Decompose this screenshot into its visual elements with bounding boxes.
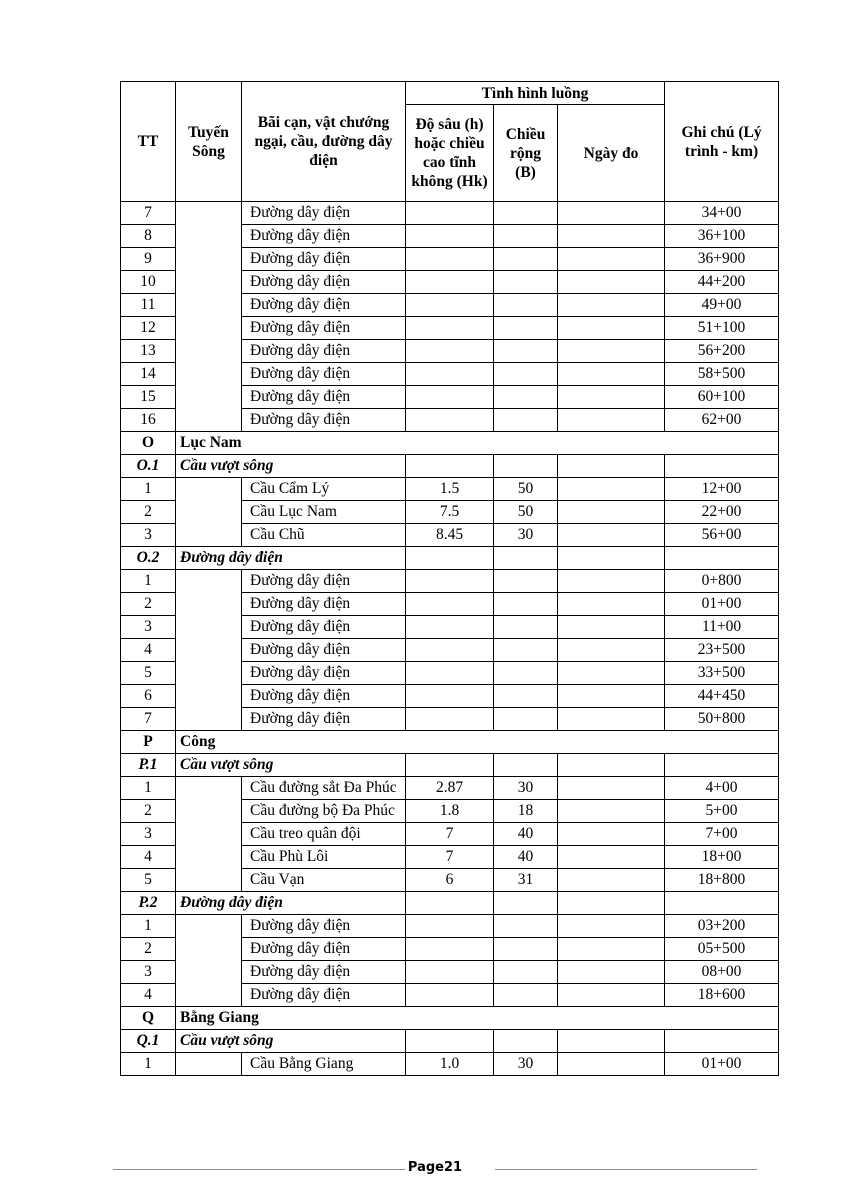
table-row	[121, 202, 779, 225]
width-value	[494, 248, 558, 271]
depth-value	[406, 317, 494, 340]
obstacle-name: Cầu Vạn	[242, 869, 406, 892]
width-value: 50	[494, 478, 558, 501]
survey-date	[558, 823, 665, 846]
survey-date	[558, 340, 665, 363]
depth-value: 1.8	[406, 800, 494, 823]
obstacle-name: Đường dây điện	[242, 915, 406, 938]
section-row	[121, 1007, 779, 1030]
obstacle-name: Đường dây điện	[242, 202, 406, 225]
width-value	[494, 616, 558, 639]
chainage-km: 03+200	[665, 915, 779, 938]
width-value: 30	[494, 777, 558, 800]
empty-width-cell	[494, 1030, 558, 1053]
row-tt: 8	[121, 225, 176, 248]
river-cell	[176, 1053, 242, 1076]
empty-note-cell	[665, 892, 779, 915]
depth-value	[406, 386, 494, 409]
width-value	[494, 386, 558, 409]
obstacle-name: Cầu treo quân đội	[242, 823, 406, 846]
survey-date	[558, 317, 665, 340]
chainage-km: 44+200	[665, 271, 779, 294]
survey-date	[558, 777, 665, 800]
survey-date	[558, 294, 665, 317]
width-value	[494, 961, 558, 984]
obstacle-name: Cầu đường bộ Đa Phúc	[242, 800, 406, 823]
survey-date	[558, 501, 665, 524]
row-tt: 3	[121, 961, 176, 984]
row-tt: 2	[121, 593, 176, 616]
width-value	[494, 271, 558, 294]
chainage-km: 36+100	[665, 225, 779, 248]
subsection-row	[121, 455, 779, 478]
subsection-name: Cầu vượt sông	[176, 455, 406, 478]
page-footer	[113, 1160, 757, 1180]
obstacle-name: Đường dây điện	[242, 708, 406, 731]
table-row	[121, 1053, 779, 1076]
empty-width-cell	[494, 892, 558, 915]
depth-value	[406, 294, 494, 317]
section-row	[121, 731, 779, 754]
chainage-km: 60+100	[665, 386, 779, 409]
empty-width-cell	[494, 754, 558, 777]
chainage-km: 18+00	[665, 846, 779, 869]
obstacle-name: Đường dây điện	[242, 363, 406, 386]
row-tt: 7	[121, 708, 176, 731]
depth-value: 1.5	[406, 478, 494, 501]
survey-date	[558, 708, 665, 731]
chainage-km: 01+00	[665, 1053, 779, 1076]
survey-date	[558, 984, 665, 1007]
chainage-km: 18+600	[665, 984, 779, 1007]
header-channel-status: Tình hình luồng	[406, 82, 665, 105]
section-name: Lục Nam	[176, 432, 779, 455]
depth-value	[406, 685, 494, 708]
width-value: 30	[494, 1053, 558, 1076]
width-value	[494, 202, 558, 225]
header-width: Chiều rộng (B)	[494, 105, 558, 202]
row-tt: P.1	[121, 754, 176, 777]
row-tt: 14	[121, 363, 176, 386]
survey-date	[558, 685, 665, 708]
row-tt: 6	[121, 685, 176, 708]
obstacle-name: Cầu Chũ	[242, 524, 406, 547]
row-tt: 16	[121, 409, 176, 432]
empty-date-cell	[558, 754, 665, 777]
chainage-km: 44+450	[665, 685, 779, 708]
survey-date	[558, 570, 665, 593]
chainage-km: 62+00	[665, 409, 779, 432]
depth-value	[406, 363, 494, 386]
row-tt: 7	[121, 202, 176, 225]
depth-value	[406, 961, 494, 984]
chainage-km: 12+00	[665, 478, 779, 501]
obstacle-name: Đường dây điện	[242, 639, 406, 662]
depth-value	[406, 340, 494, 363]
obstacle-name: Đường dây điện	[242, 225, 406, 248]
obstacle-name: Cầu Phù Lôi	[242, 846, 406, 869]
subsection-row	[121, 547, 779, 570]
empty-note-cell	[665, 1030, 779, 1053]
survey-date	[558, 662, 665, 685]
river-cell	[176, 777, 242, 892]
row-tt: 2	[121, 501, 176, 524]
width-value	[494, 915, 558, 938]
chainage-km: 08+00	[665, 961, 779, 984]
row-tt: 2	[121, 800, 176, 823]
row-tt: O.1	[121, 455, 176, 478]
chainage-km: 0+800	[665, 570, 779, 593]
depth-value	[406, 593, 494, 616]
chainage-km: 58+500	[665, 363, 779, 386]
river-cell	[176, 570, 242, 731]
depth-value	[406, 271, 494, 294]
row-tt: 10	[121, 271, 176, 294]
width-value	[494, 570, 558, 593]
obstacle-name: Cầu Bằng Giang	[242, 1053, 406, 1076]
chainage-km: 22+00	[665, 501, 779, 524]
header-obstacle: Bãi cạn, vật chướng ngại, cầu, đường dây điện	[242, 82, 406, 202]
width-value	[494, 685, 558, 708]
subsection-row	[121, 754, 779, 777]
obstacle-name: Đường dây điện	[242, 317, 406, 340]
row-tt: 3	[121, 823, 176, 846]
subsection-row	[121, 892, 779, 915]
depth-value: 1.0	[406, 1053, 494, 1076]
depth-value	[406, 570, 494, 593]
survey-date	[558, 478, 665, 501]
empty-date-cell	[558, 455, 665, 478]
chainage-km: 50+800	[665, 708, 779, 731]
survey-date	[558, 363, 665, 386]
chainage-km: 56+200	[665, 340, 779, 363]
width-value	[494, 708, 558, 731]
row-tt: P.2	[121, 892, 176, 915]
survey-date	[558, 202, 665, 225]
empty-depth-cell	[406, 547, 494, 570]
depth-value	[406, 708, 494, 731]
header-tt: TT	[121, 82, 176, 202]
width-value	[494, 340, 558, 363]
row-tt: 2	[121, 938, 176, 961]
obstacle-name: Đường dây điện	[242, 271, 406, 294]
obstacle-name: Đường dây điện	[242, 961, 406, 984]
table-body	[121, 202, 779, 1076]
row-tt: 11	[121, 294, 176, 317]
depth-value	[406, 202, 494, 225]
row-tt: 1	[121, 1053, 176, 1076]
empty-depth-cell	[406, 892, 494, 915]
table-row	[121, 478, 779, 501]
chainage-km: 51+100	[665, 317, 779, 340]
empty-depth-cell	[406, 455, 494, 478]
obstacle-name: Đường dây điện	[242, 593, 406, 616]
chainage-km: 56+00	[665, 524, 779, 547]
row-tt: 1	[121, 777, 176, 800]
obstacle-name: Cầu Lục Nam	[242, 501, 406, 524]
width-value: 18	[494, 800, 558, 823]
subsection-name: Cầu vượt sông	[176, 754, 406, 777]
depth-value: 7	[406, 823, 494, 846]
depth-value: 7.5	[406, 501, 494, 524]
header-date: Ngày đo	[558, 105, 665, 202]
row-tt: 4	[121, 846, 176, 869]
survey-date	[558, 961, 665, 984]
header-depth: Độ sâu (h) hoặc chiều cao tĩnh không (Hk)	[406, 105, 494, 202]
depth-value	[406, 938, 494, 961]
empty-width-cell	[494, 547, 558, 570]
page-number: Page21	[407, 1160, 463, 1175]
obstacle-name: Đường dây điện	[242, 938, 406, 961]
header-river: Tuyến Sông	[176, 82, 242, 202]
empty-width-cell	[494, 455, 558, 478]
survey-date	[558, 800, 665, 823]
row-tt: P	[121, 731, 176, 754]
chainage-km: 23+500	[665, 639, 779, 662]
river-cell	[176, 202, 242, 432]
survey-date	[558, 639, 665, 662]
depth-value: 6	[406, 869, 494, 892]
row-tt: Q.1	[121, 1030, 176, 1053]
width-value: 31	[494, 869, 558, 892]
empty-depth-cell	[406, 1030, 494, 1053]
row-tt: O.2	[121, 547, 176, 570]
river-obstacle-table	[120, 81, 779, 1076]
depth-value: 7	[406, 846, 494, 869]
chainage-km: 01+00	[665, 593, 779, 616]
depth-value	[406, 915, 494, 938]
depth-value: 2.87	[406, 777, 494, 800]
survey-date	[558, 616, 665, 639]
row-tt: 4	[121, 984, 176, 1007]
row-tt: 3	[121, 524, 176, 547]
row-tt: 15	[121, 386, 176, 409]
row-tt: 13	[121, 340, 176, 363]
chainage-km: 4+00	[665, 777, 779, 800]
survey-date	[558, 593, 665, 616]
width-value	[494, 409, 558, 432]
survey-date	[558, 938, 665, 961]
row-tt: Q	[121, 1007, 176, 1030]
row-tt: 4	[121, 639, 176, 662]
chainage-km: 34+00	[665, 202, 779, 225]
empty-date-cell	[558, 1030, 665, 1053]
section-row	[121, 432, 779, 455]
row-tt: 1	[121, 570, 176, 593]
width-value: 40	[494, 823, 558, 846]
width-value	[494, 593, 558, 616]
subsection-row	[121, 1030, 779, 1053]
row-tt: 12	[121, 317, 176, 340]
survey-date	[558, 1053, 665, 1076]
depth-value	[406, 662, 494, 685]
survey-date	[558, 271, 665, 294]
survey-date	[558, 409, 665, 432]
subsection-name: Đường dây điện	[176, 547, 406, 570]
width-value	[494, 225, 558, 248]
subsection-name: Đường dây điện	[176, 892, 406, 915]
row-tt: 3	[121, 616, 176, 639]
obstacle-name: Đường dây điện	[242, 616, 406, 639]
row-tt: 5	[121, 869, 176, 892]
obstacle-name: Đường dây điện	[242, 340, 406, 363]
depth-value	[406, 984, 494, 1007]
river-cell	[176, 478, 242, 547]
empty-depth-cell	[406, 754, 494, 777]
obstacle-name: Đường dây điện	[242, 570, 406, 593]
table-row	[121, 777, 779, 800]
table-row	[121, 570, 779, 593]
survey-date	[558, 524, 665, 547]
section-name: Bằng Giang	[176, 1007, 779, 1030]
chainage-km: 7+00	[665, 823, 779, 846]
chainage-km: 18+800	[665, 869, 779, 892]
survey-date	[558, 225, 665, 248]
header-note: Ghi chú (Lý trình - km)	[665, 82, 779, 202]
chainage-km: 05+500	[665, 938, 779, 961]
row-tt: O	[121, 432, 176, 455]
width-value: 30	[494, 524, 558, 547]
width-value	[494, 662, 558, 685]
survey-date	[558, 869, 665, 892]
obstacle-name: Đường dây điện	[242, 685, 406, 708]
river-cell	[176, 915, 242, 1007]
obstacle-name: Đường dây điện	[242, 294, 406, 317]
width-value	[494, 363, 558, 386]
chainage-km: 49+00	[665, 294, 779, 317]
survey-date	[558, 248, 665, 271]
width-value	[494, 938, 558, 961]
obstacle-name: Cầu đường sắt Đa Phúc	[242, 777, 406, 800]
width-value: 50	[494, 501, 558, 524]
row-tt: 5	[121, 662, 176, 685]
table-row	[121, 915, 779, 938]
empty-note-cell	[665, 547, 779, 570]
obstacle-name: Cầu Cẩm Lý	[242, 478, 406, 501]
row-tt: 1	[121, 915, 176, 938]
depth-value	[406, 616, 494, 639]
row-tt: 1	[121, 478, 176, 501]
subsection-name: Cầu vượt sông	[176, 1030, 406, 1053]
obstacle-name: Đường dây điện	[242, 984, 406, 1007]
footer-rule-right	[495, 1169, 757, 1170]
empty-note-cell	[665, 754, 779, 777]
width-value	[494, 984, 558, 1007]
obstacle-name: Đường dây điện	[242, 409, 406, 432]
empty-date-cell	[558, 547, 665, 570]
width-value	[494, 317, 558, 340]
survey-date	[558, 386, 665, 409]
width-value: 40	[494, 846, 558, 869]
obstacle-name: Đường dây điện	[242, 386, 406, 409]
width-value	[494, 639, 558, 662]
depth-value: 8.45	[406, 524, 494, 547]
chainage-km: 11+00	[665, 616, 779, 639]
depth-value	[406, 409, 494, 432]
chainage-km: 33+500	[665, 662, 779, 685]
obstacle-name: Đường dây điện	[242, 662, 406, 685]
section-name: Công	[176, 731, 779, 754]
survey-date	[558, 915, 665, 938]
row-tt: 9	[121, 248, 176, 271]
depth-value	[406, 639, 494, 662]
chainage-km: 5+00	[665, 800, 779, 823]
width-value	[494, 294, 558, 317]
survey-date	[558, 846, 665, 869]
obstacle-name: Đường dây điện	[242, 248, 406, 271]
empty-note-cell	[665, 455, 779, 478]
depth-value	[406, 225, 494, 248]
chainage-km: 36+900	[665, 248, 779, 271]
empty-date-cell	[558, 892, 665, 915]
depth-value	[406, 248, 494, 271]
